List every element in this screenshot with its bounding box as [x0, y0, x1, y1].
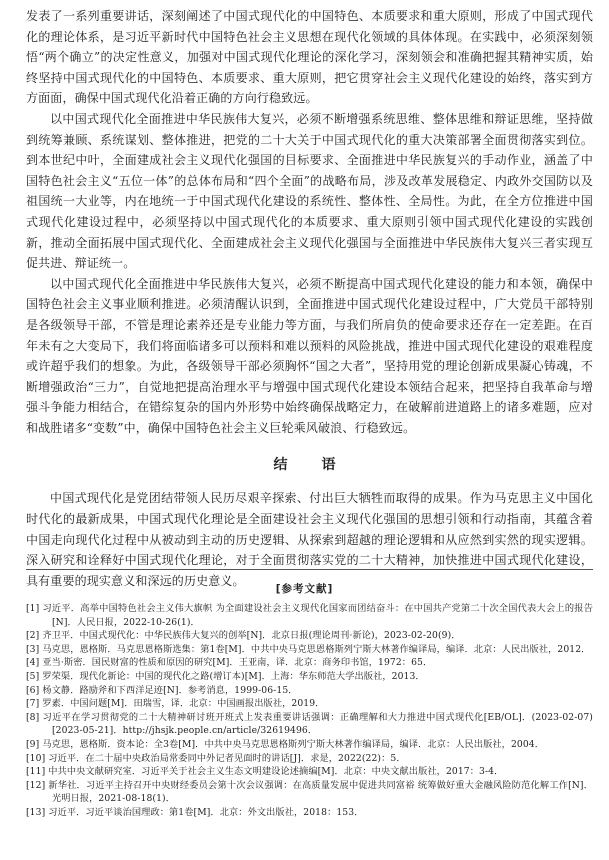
reference-item: [7] 罗素．中国问题[M]．田瑞雪，译．北京：中国画报出版社，2019．	[26, 698, 325, 710]
reference-item: [8] 习近平在学习贯彻党的二十大精神研讨班开班式上发表重要讲话强调：正确理解和大力推进中国式现代化[EB/OL]．(2023-02-07)[2023-05-21]．http://jhsjk.people.cn/article/32619496．	[26, 711, 593, 737]
references-heading: [参考文献]	[275, 583, 334, 595]
conclusion-paragraph: 中国式现代化是党团结带领人民历尽艰辛探索、付出巨大牺牲而取得的成果。作为马克思主义中国化时代化的最新成果，中国式现代化理论是全面建设社会主义现代化强国的思想引领和行动指南，其蕴含着中国走向现代化过程中从被动到主动的历史逻辑、从探索到超越的理论逻辑和从应然到实然的现实逻辑。深入研究和诠释好中国式现代化理论，对于全面贯彻落实党的二十大精神，加快推进中国式现代化建设，具有重要的现实意义和深远的历史意义。	[26, 491, 593, 588]
paragraph-2: 以中国式现代化全面推进中华民族伟大复兴，必须不断增强系统思维、整体思维和辩证思维，坚持做到统筹兼顾、系统谋划、整体推进，把党的二十大关于中国式现代化的重大决策部署全面贯彻落实到位。到本世纪中叶，全面建成社会主义现代化强国的目标要求、全面推进中华民族复兴的手动作业，涵盖了中国特色社会主义“五位一体”的总体布局和“四个全面”的战略布局，涉及改革发展稳定、内政外交国防以及祖国统一大业等，内在地统一于中国式现代化建设的系统性、整体性、全局性。为此，在全方位推进中国式现代化建设过程中，必须坚持以中国式现代化的本质要求、重大原则引领中国式现代化建设的实践创新，推动全面拓展中国式现代化、全面建成社会主义现代化强国与全面推进中华民族伟大复兴三者实现互促共进、辩证统一。	[26, 111, 593, 271]
reference-item: [2] 齐卫平．中国式现代化：中华民族伟大复兴的创举[N]．北京日报(理论周刊·新论)，2023-02-20(9)．	[26, 630, 461, 642]
reference-item: [11] 中共中央文献研究室．习近平关于社会主义生态文明建设论述摘编[M]．北京：中央文献出版社，2017：3-4．	[26, 766, 504, 778]
reference-item: [10] 习近平．在二十届中央政治局常委同中外记者见面时的讲话[J]．求是，2022(22)：5．	[26, 752, 406, 764]
reference-item: [12] 新华社．习近平主持召开中央财经委员会第十次会议强调：在高质量发展中促进共同富裕 统筹做好重大金融风险防范化解工作[N]．光明日报，2021-08-18(1)．	[26, 779, 593, 805]
reference-item: [1] 习近平．高举中国特色社会主义伟大旗帜 为全面建设社会主义现代化国家而团结奋斗：在中国共产党第二十次全国代表大会上的报告[N]．人民日报，2022-10-26(1)．	[26, 603, 593, 628]
reference-item: [13] 习近平．习近平谈治国理政：第1卷[M]．北京：外文出版社，2018：153．	[26, 806, 364, 818]
reference-item: [3] 马克思，恩格斯．马克思恩格斯选集：第1卷[M]．中共中央马克思恩格斯列宁斯大林著作编译局，编译．北京：人民出版社，2012．	[26, 643, 591, 655]
conclusion-heading: 结 语	[273, 457, 346, 474]
reference-item: [9] 马克思，恩格斯．资本论：全3卷[M]．中共中央马克思恩格斯列宁斯大林著作编译局，编译．北京：人民出版社，2004．	[26, 738, 545, 750]
paragraph-1: 发表了一系列重要讲话，深刻阐述了中国式现代化的中国特色、本质要求和重大原则，形成了中国式现代化的理论体系，是习近平新时代中国特色社会主义思想在现代化领域的具体体现。在实践中，必须深刻领悟“两个确立”的决定性意义，加强对中国式现代化理论的深化学习，深刻领会和准确把握其精神实质，始终坚持中国式现代化的中国特色、本质要求、重大原则，把它贯穿社会主义现代化建设的始终，落实到方方面面，确保中国式现代化沿着正确的方向行稳致远。	[26, 9, 593, 106]
reference-item: [6] 杨文静．路励斧和下西洋足迹[N]．参考消息，1999-06-15．	[26, 684, 298, 696]
reference-item: [5] 罗荣渠．现代化新论：中国的现代化之路(增订本)[M]．上海：华东师范大学出版社，2013．	[26, 670, 425, 682]
paragraph-3: 以中国式现代化全面推进中华民族伟大复兴，必须不断提高中国式现代化建设的能力和本领，确保中国特色社会主义事业顺利推进。必须清醒认识到，全面推进中国式现代化建设过程中，广大党员干部特别是各级领导干部，不管是理论素养还是专业能力等方面，与我们所肩负的使命要求还存在一定差距。在百年未有之大变局下，我们将面临诸多可以预料和难以预料的风险挑战，推进中国式现代化建设的艰难程度或许超乎我们的想象。为此，各级领导干部必须胸怀“国之大者”，坚持用党的理论创新成果凝心铸魂，不断增强政治“三力”，自觉地把提高治理水平与增强中国式现代化建设本领结合起来，把坚持自我革命与增强斗争能力相结合，在错综复杂的国内外形势中始终确保战略定力，在破解前进道路上的诸多难题，应对和战胜诸多“变数”中，确保中国特色社会主义巨轮乘风破浪、行稳致远。	[26, 276, 593, 435]
reference-item: [4] 亚当·斯密．国民财富的性质和原因的研究[M]．王亚南，译．北京：商务印书馆，1972：65．	[26, 657, 433, 669]
body-text	[26, 6, 593, 591]
references-list	[26, 602, 593, 820]
references-divider	[26, 569, 593, 570]
